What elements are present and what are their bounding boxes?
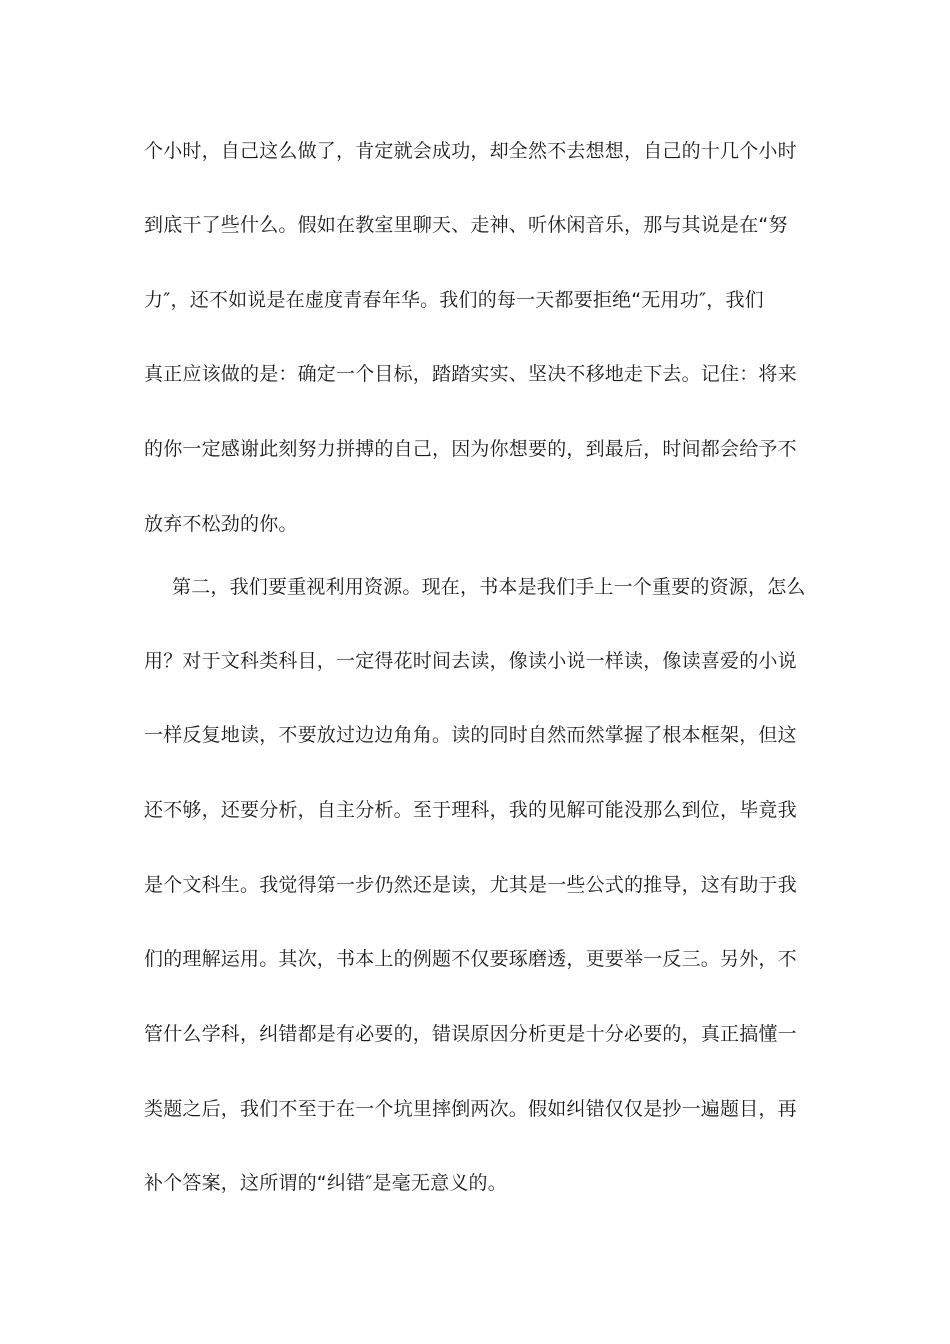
text-line-2: 到底干了些什么。假如在教室里聊天、走神、听休闲音乐，那与其说是在“努 bbox=[144, 214, 788, 236]
text-line-9: 一样反复地读，不要放过边边角角。读的同时自然而然掌握了根本框架，但这 bbox=[144, 724, 797, 746]
text-line-13: 管什么学科，纠错都是有必要的，错误原因分析更是十分必要的，真正搞懂一 bbox=[144, 1023, 797, 1045]
text-line-1: 个小时，自己这么做了，肯定就会成功，却全然不去想想，自己的十几个小时 bbox=[144, 140, 797, 162]
text-line-6: 放弃不松劲的你。 bbox=[144, 513, 298, 535]
text-line-8: 用？对于文科类科目，一定得花时间去读，像读小说一样读，像读喜爱的小说 bbox=[144, 650, 797, 672]
text-line-10: 还不够，还要分析，自主分析。至于理科，我的见解可能没那么到位，毕竟我 bbox=[144, 799, 797, 821]
text-line-5: 的你一定感谢此刻努力拼搏的自己，因为你想要的，到最后，时间都会给予不 bbox=[144, 438, 797, 460]
text-line-11: 是个文科生。我觉得第一步仍然还是读，尤其是一些公式的推导，这有助于我 bbox=[144, 874, 797, 896]
text-line-15: 补个答案，这所谓的“纠错″是毫无意义的。 bbox=[144, 1172, 507, 1194]
text-line-12: 们的理解运用。其次，书本上的例题不仅要琢磨透，更要举一反三。另外，不 bbox=[144, 948, 797, 970]
paragraph-start-line: 第二，我们要重视利用资源。现在，书本是我们手上一个重要的资源，怎么 bbox=[172, 576, 806, 598]
text-line-4: 真正应该做的是：确定一个目标，踏踏实实、坚决不移地走下去。记住：将来 bbox=[144, 363, 797, 385]
text-line-3: 力″，还不如说是在虚度青春年华。我们的每一天都要拒绝“无用功″，我们 bbox=[144, 289, 764, 311]
text-line-14: 类题之后，我们不至于在一个坑里摔倒两次。假如纠错仅仅是抄一遍题目，再 bbox=[144, 1098, 797, 1120]
